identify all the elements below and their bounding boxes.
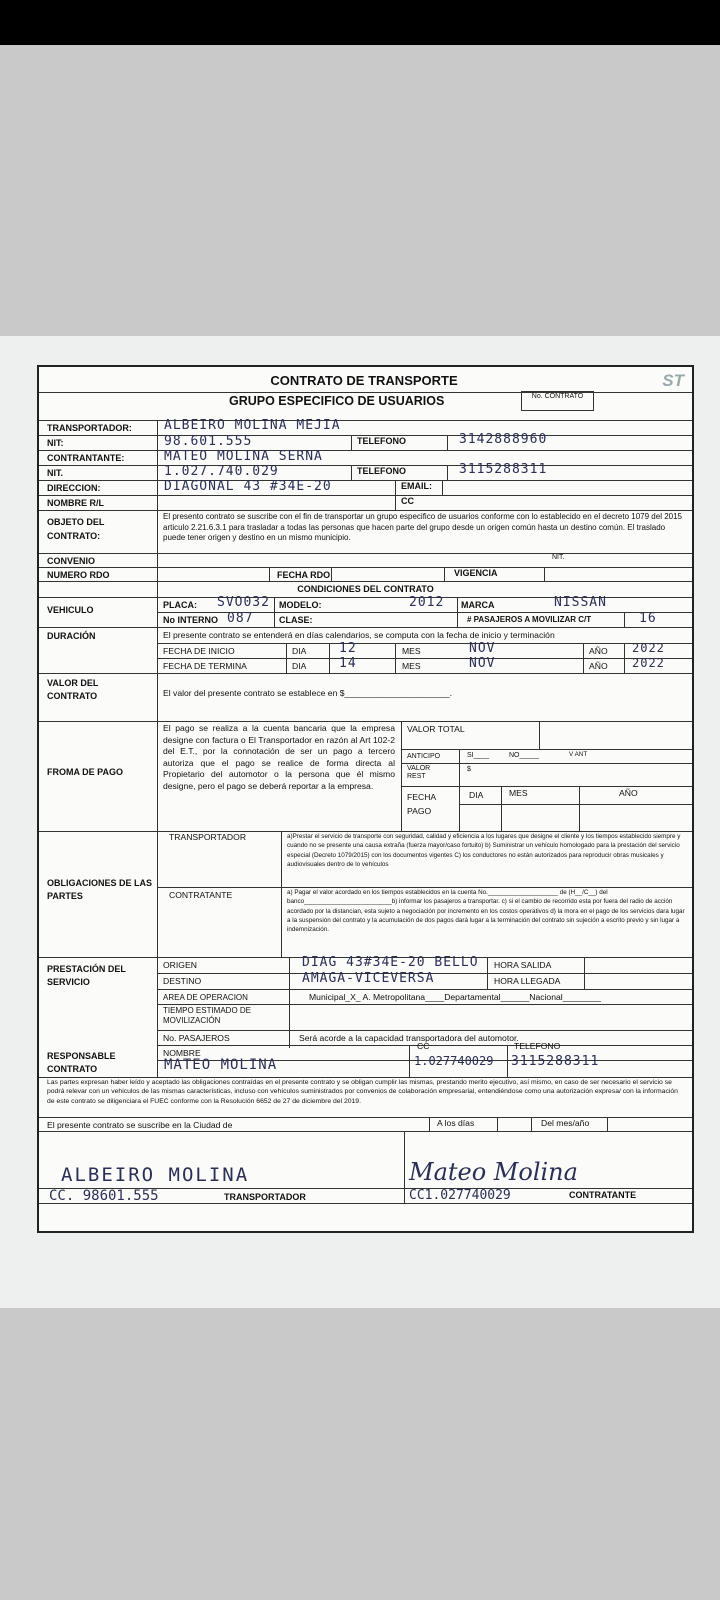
value-interno: 087 xyxy=(227,611,254,626)
label-ano-2: AÑO xyxy=(589,661,608,671)
label-responsable: RESPONSABLE CONTRATO xyxy=(47,1051,116,1074)
label-pago-dia: DIA xyxy=(469,790,484,800)
label-telefono-1: TELEFONO xyxy=(357,436,406,446)
label-modelo: MODELO: xyxy=(279,600,322,610)
label-fecha-pago: FECHA PAGO xyxy=(407,792,436,816)
label-cc: CC xyxy=(401,496,414,506)
label-vehiculo: VEHICULO xyxy=(47,605,94,615)
label-sig-contratante: CONTRATANTE xyxy=(569,1190,637,1200)
label-numero-rdo: NUMERO RDO xyxy=(47,570,110,580)
navigation-bar xyxy=(0,1560,720,1600)
obligaciones-transportador-text: a)Prestar el servicio de transporte con seguridad, calidad y eficiencia a los lugares que designe el cliente y los tiempos establecido siempre y cuando no se presente una causa extraña (fuerza mayor/caso fortuito) b) Suministrar un vehículo homologado para la prestación del servicio especial (Decreto 1079/2015) con los documentos vigentes C) los conductores no están autorizados para reproducir obras musicales y audiovisuales dentro de lo vehículos xyxy=(287,833,681,868)
cc-contratante: CC1.027740029 xyxy=(409,1188,511,1203)
label-origen: ORIGEN xyxy=(163,960,197,970)
label-fecha-inicio: FECHA DE INICIO xyxy=(163,646,235,656)
pasajeros-text: Será acorde a la capacidad transportadora del automotor. xyxy=(299,1033,519,1043)
signature-contratante: Mateo Molina xyxy=(409,1158,578,1186)
label-area: AREA DE OPERACION xyxy=(163,993,248,1002)
label-objeto: OBJETO DEL CONTRATO: xyxy=(47,517,105,541)
label-forma-pago: FROMA DE PAGO xyxy=(47,767,123,777)
label-obl-transportador: TRANSPORTADOR xyxy=(169,832,247,842)
label-v-ant: V ANT xyxy=(569,751,588,758)
label-valor-contrato: VALOR DEL CONTRATO xyxy=(47,678,99,701)
label-ano-1: AÑO xyxy=(589,646,608,656)
value-modelo: 2012 xyxy=(409,595,445,610)
label-cc-resp: CC xyxy=(417,1041,430,1051)
section-condiciones: CONDICIONES DEL CONTRATO xyxy=(297,584,434,594)
value-direccion: DIAGONAL 43 #34E-20 xyxy=(164,479,332,494)
label-mes-2: MES xyxy=(402,661,421,671)
label-pago-mes: MES xyxy=(509,788,528,798)
label-valor-rest: VALOR REST xyxy=(407,765,431,781)
label-si: SI____ xyxy=(467,752,490,759)
value-telefono-1: 3142888960 xyxy=(459,432,548,447)
contract-document xyxy=(37,365,694,1233)
label-pasajeros: # PASAJEROS A MOVILIZAR C/T xyxy=(467,615,592,624)
status-bar xyxy=(0,0,720,45)
area-operacion-text: Municipal_X_ A. Metropolitana____Departamental______Nacional________ xyxy=(309,992,601,1002)
declaracion-text: Las partes expresan haber leído y aceptado las obligaciones contraídas en el presente contrato y se obligan cumplir las mismas, prestando merito ejecutivo, así mismo, en caso de ser necesario el servicio se podrá relevar con un vehiculos de las mismas características, incluso con vehículos suministrados por convenios de colaboración empresarial, entendiéndose como una autorización expresa/ con la información de este contrato se diligenciara el FUEC conforme con la Resolución 6652 de 27 de diciembre del 2019. xyxy=(47,1079,678,1105)
label-del-mes: Del mes/año xyxy=(541,1118,590,1128)
label-prestacion: PRESTACIÓN DEL SERVICIO xyxy=(47,964,126,987)
label-email: EMAIL: xyxy=(401,481,432,491)
label-no: NO_____ xyxy=(509,752,539,759)
objeto-text: El presento contrato se suscribe con el fin de transportar un grupo especifico de usuarios conforme con lo establecido en el decreto 1079 del 2015 articulo 2.21.6.3.1 para trasladar a todas las personas que hacen parte del grupo desde un origen común hasta un destino común. El traslado puede tener origen y destino en un mismo municipio. xyxy=(163,512,682,542)
obligaciones-contratante-text: a) Pagar el valor acordado en los tiempos establecidos en la cuenta No.____________________ de (H__/C__) del banco_________________________b) informar los pasajeros a transportar. c) si el cambio de recorrido esta por fuera del radio de acción acordado por la distancian, esta sujeto a negociación por incremento en los costos operativos d) la mora en el pago de los servicios dara lugar a la suspensión del contrato y la acumulación de dos pagos dará lugar a la terminación del contrato sin sujeción a escrito previo y sin lugar a indemnización. xyxy=(287,889,685,934)
label-nombre-rl: NOMBRE R/L xyxy=(47,498,104,508)
label-vigencia: VIGENCIA xyxy=(454,568,498,578)
value-marca: NISSAN xyxy=(554,595,607,610)
value-nit: 98.601.555 xyxy=(164,434,253,449)
label-fecha-rdo: FECHA RDO xyxy=(277,570,331,580)
value-tel-resp: 3115288311 xyxy=(511,1054,600,1069)
label-ciudad: El presente contrato se suscribe en la Ciudad de xyxy=(47,1120,233,1130)
label-direccion: DIRECCION: xyxy=(47,483,101,493)
contract-subtitle: GRUPO ESPECIFICO DE USUARIOS xyxy=(229,394,445,408)
label-telefono-resp: TELEFONO xyxy=(514,1041,561,1051)
value-contratante: MATEO MOLINA SERNA xyxy=(164,449,323,464)
label-sig-transportador: TRANSPORTADOR xyxy=(224,1192,306,1202)
label-anticipo: ANTICIPO xyxy=(407,753,441,760)
label-nombre: NOMBRE xyxy=(163,1048,201,1058)
label-hora-salida: HORA SALIDA xyxy=(494,960,552,970)
value-dia-inicio: 12 xyxy=(339,641,357,656)
label-obl-contratante: CONTRATANTE xyxy=(169,890,233,900)
value-origen: DIAG 43#34E-20 BELLO xyxy=(302,955,479,970)
label-mes-1: MES xyxy=(402,646,421,656)
label-nit-3: NIT. xyxy=(552,554,565,561)
value-nombre-resp: MATEO MOLINA xyxy=(164,1057,278,1073)
signature-transportador: ALBEIRO MOLINA xyxy=(61,1164,250,1186)
label-transportador: TRANSPORTADOR: xyxy=(47,423,132,433)
value-transportador: ALBEIRO MOLINA MEJIA xyxy=(164,418,341,433)
value-placa: SVO032 xyxy=(217,595,270,610)
label-tiempo: TIEMPO ESTIMADO DE MOVILIZACIÓN xyxy=(163,1006,252,1025)
label-dia-1: DIA xyxy=(292,646,307,656)
contract-title: CONTRATO DE TRANSPORTE xyxy=(270,373,458,388)
value-ano-inicio: 2022 xyxy=(632,641,665,655)
value-nit-2: 1.027.740.029 xyxy=(164,464,279,479)
label-no-pasajeros: No. PASAJEROS xyxy=(163,1033,230,1043)
label-nit: NIT: xyxy=(47,438,64,448)
value-pasajeros: 16 xyxy=(639,611,657,626)
label-contratante: CONTRANTANTE: xyxy=(47,453,125,463)
label-convenio: CONVENIO xyxy=(47,556,96,566)
value-destino: AMAGA-VICEVERSA xyxy=(302,971,435,986)
label-nit-2: NIT. xyxy=(47,468,64,478)
label-pago-ano: AÑO xyxy=(619,788,638,798)
label-obligaciones: OBLIGACIONES DE LAS PARTES xyxy=(47,878,153,901)
label-clase: CLASE: xyxy=(279,615,313,625)
label-a-los-dias: A los días xyxy=(437,1118,475,1128)
label-marca: MARCA xyxy=(461,600,495,610)
company-logo: ST xyxy=(662,371,684,390)
value-ano-fin: 2022 xyxy=(632,656,665,670)
label-duracion: DURACIÓN xyxy=(47,631,96,641)
label-placa: PLACA: xyxy=(163,600,197,610)
contract-number-box: No. CONTRATO xyxy=(521,391,594,411)
label-valor-total: VALOR TOTAL xyxy=(407,724,465,734)
duracion-text: El presente contrato se entenderá en días calendarios, se computa con la fecha de inicio y terminación xyxy=(163,630,555,640)
cc-transportador: CC. 98601.555 xyxy=(49,1188,159,1204)
value-dia-fin: 14 xyxy=(339,656,357,671)
value-mes-inicio: NOV xyxy=(469,641,496,656)
value-mes-fin: NOV xyxy=(469,656,496,671)
label-dia-2: DIA xyxy=(292,661,307,671)
label-no-interno: No INTERNO xyxy=(163,615,218,625)
label-telefono-2: TELEFONO xyxy=(357,466,406,476)
label-hora-llegada: HORA LLEGADA xyxy=(494,976,561,986)
value-telefono-2: 3115288311 xyxy=(459,462,548,477)
label-dollar: $ xyxy=(467,766,471,773)
valor-text: El valor del presente contrato se establece en $______________________. xyxy=(163,688,453,698)
label-destino: DESTINO xyxy=(163,976,202,986)
value-cc-resp: 1.027740029 xyxy=(414,1054,494,1068)
pago-text: El pago se realiza a la cuenta bancaria que la empresa designe con factura o El Transportador en razón al Art 102-2 del E.T., por la connotación de ser un pago a tercero autoriza que el pago se realice de forma directa al Propietario del automotor o la persona que él mismo designe, pero el pago se deberá reportar a la empresa. xyxy=(163,723,395,791)
label-fecha-termina: FECHA DE TERMINA xyxy=(163,661,247,671)
